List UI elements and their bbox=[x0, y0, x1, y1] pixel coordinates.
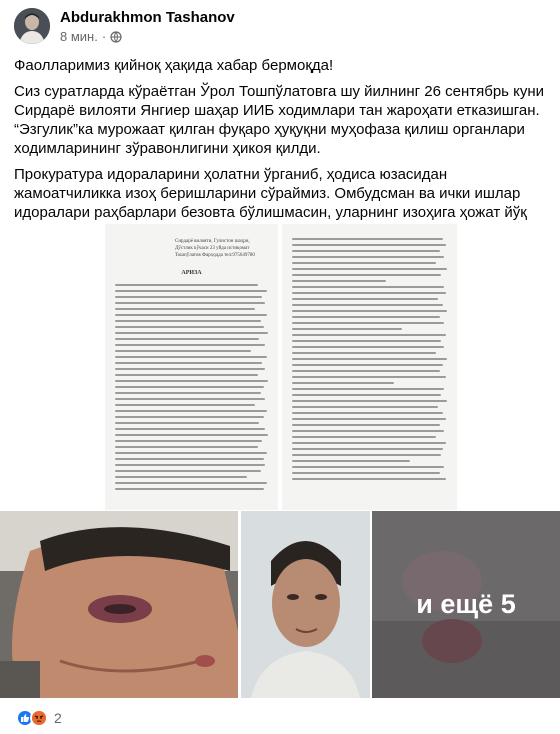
document-header-line: Тошпўлатов Фарҳодда тел:975649780 bbox=[175, 253, 255, 258]
meta-separator: · bbox=[101, 29, 107, 44]
photo-more[interactable] bbox=[372, 511, 560, 698]
author-name[interactable]: Abdurakhmon Tashanov bbox=[60, 9, 235, 26]
post-header bbox=[14, 8, 546, 50]
post-paragraph-2: Сиз суратларда кўраётган Ўрол Тошпўлатовга шу йилнинг 26 сентябрь куни Сирдарё вилояти Янгиер шаҳар ИИБ ходимлари тан жароҳати етказишган. “Эзгулик”ка мурожаат қилган фуқаро ҳуқуқни муҳофаза қилиш органлари ходимларининг зўравонлигини ҳикоя қилди. bbox=[14, 83, 545, 157]
document-page-1[interactable] bbox=[105, 224, 278, 510]
globe-icon bbox=[110, 31, 122, 43]
photo-gallery bbox=[0, 511, 560, 698]
more-photos-label: и ещё 5 bbox=[416, 589, 516, 619]
document-text-lines bbox=[115, 284, 270, 494]
reaction-count[interactable]: 2 bbox=[54, 710, 62, 726]
document-title: АРИЗА bbox=[181, 270, 202, 276]
photo-portrait[interactable] bbox=[241, 511, 370, 698]
post-time[interactable]: 8 мин. bbox=[60, 29, 98, 44]
document-header bbox=[175, 238, 271, 259]
document-images bbox=[0, 224, 560, 510]
document-header-line: Сирдарё вилояти, Гулистон шаҳри, bbox=[175, 239, 250, 244]
photo-injured-face[interactable] bbox=[0, 511, 238, 698]
document-text-lines bbox=[292, 238, 449, 484]
document-header-line: Дўстлик кўчаси 23 уйда истиқомат bbox=[175, 246, 250, 251]
post-paragraph-3: Прокуратура идораларини ҳолатни ўрганиб, ҳодиса юзасидан жамоатчиликка изоҳ беришларини сўраймиз. Омбудсман ва ички ишлар идоралари раҳбарлари безовта бўлишмасин, уларнинг изоҳига ҳожат йўқ bbox=[14, 166, 527, 221]
more-photos-overlay[interactable] bbox=[372, 511, 560, 698]
angry-reaction-icon bbox=[30, 709, 48, 727]
author-avatar[interactable] bbox=[14, 8, 50, 44]
reactions-bar[interactable] bbox=[16, 708, 62, 728]
document-page-2[interactable] bbox=[282, 224, 457, 510]
post-paragraph-1: Фаолларимиз қийноқ ҳақида хабар бермоқда! bbox=[14, 57, 334, 74]
post-meta bbox=[60, 29, 122, 44]
